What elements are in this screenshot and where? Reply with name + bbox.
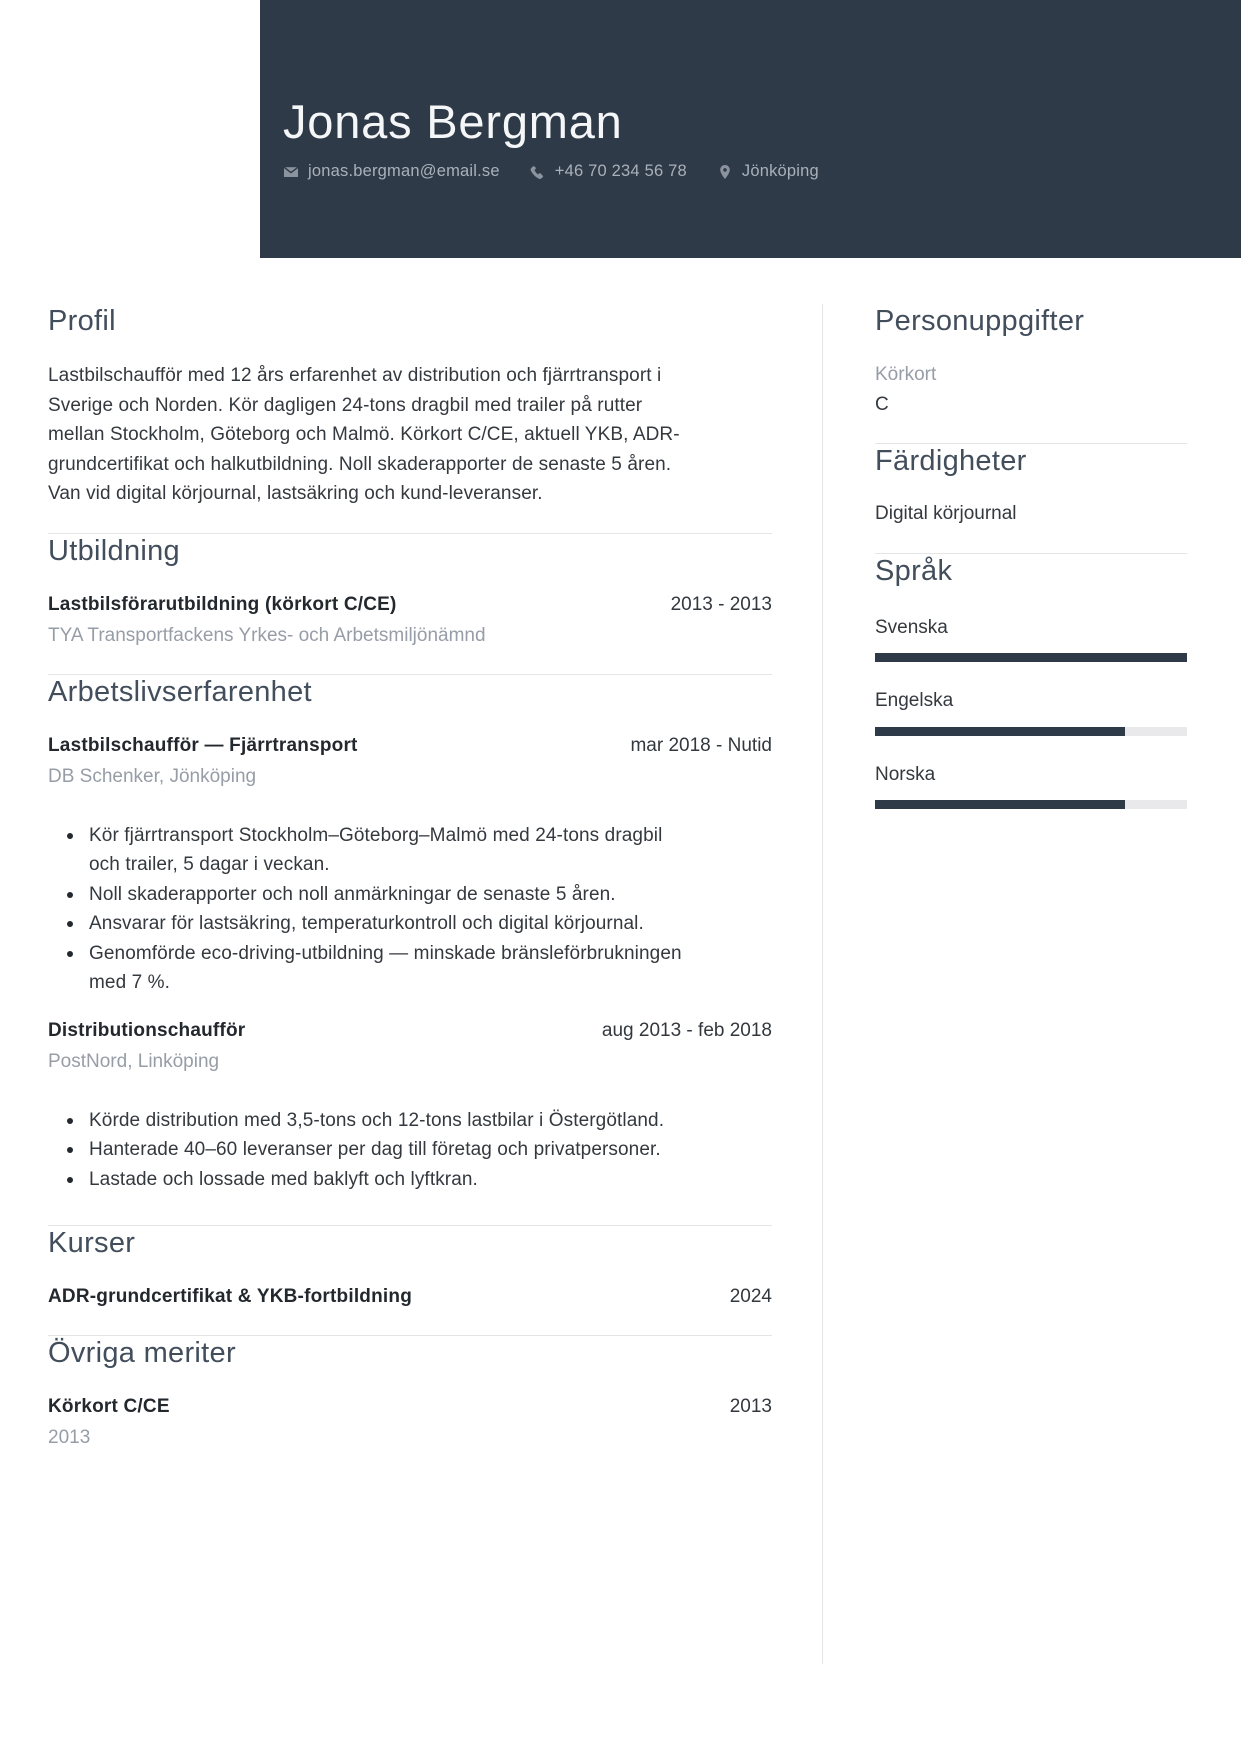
entry-title: Distributionschaufför xyxy=(48,1019,246,1041)
personal-detail-label: Körkort xyxy=(875,364,937,385)
bullet-list xyxy=(65,821,690,998)
section-title-languages: Språk xyxy=(875,554,953,587)
entry-subtitle: DB Schenker, Jönköping xyxy=(48,765,257,787)
contact-email xyxy=(283,162,500,181)
language-item xyxy=(875,613,1187,663)
language-level-bar xyxy=(875,653,1187,662)
experience-entry xyxy=(48,1017,772,1195)
contact-email-text: jonas.bergman@email.se xyxy=(308,162,500,180)
section-title-education: Utbildning xyxy=(48,534,180,567)
personal-detail-value: C xyxy=(875,393,889,415)
phone-icon xyxy=(530,164,546,180)
section-title-other-merits: Övriga meriter xyxy=(48,1337,236,1369)
contact-location-text: Jönköping xyxy=(741,162,819,180)
entry-title: Lastbilschaufför — Fjärrtransport xyxy=(48,734,358,756)
header-band xyxy=(260,0,1241,258)
experience-entry xyxy=(48,732,772,998)
bullet-item: Noll skaderapporter och noll anmärkningar de senaste 5 åren. xyxy=(65,880,690,910)
language-level-bar xyxy=(875,800,1125,809)
section-title-profile: Profil xyxy=(48,305,116,337)
language-name: Svenska xyxy=(875,616,948,638)
section-languages xyxy=(875,554,1187,810)
language-level-track xyxy=(875,800,1187,809)
resume-body xyxy=(0,258,1241,1664)
envelope-icon xyxy=(283,164,299,180)
language-level-track xyxy=(875,653,1187,662)
person-name: Jonas Bergman xyxy=(283,95,623,148)
course-entry xyxy=(48,1283,772,1311)
education-entry xyxy=(48,591,772,650)
entry-dates: 2013 xyxy=(729,1396,772,1417)
entry-subtitle: PostNord, Linköping xyxy=(48,1050,220,1072)
bullet-item: Genomförde eco-driving-utbildning — minskade bränsleförbrukningen med 7 %. xyxy=(65,939,690,998)
language-level-track xyxy=(875,727,1187,736)
profile-text: Lastbilschaufför med 12 års erfarenhet av distribution och fjärrtransport i Sverige och Norden. Kör dagligen 24-tons dragbil med trailer på rutter mellan Stockholm, Göteborg och Malmö. Körkort C/CE, aktuell YKB, ADR-grundcertifikat och halkutbildning. Noll skaderapporter de senaste 5 åren. Van vid digital körjournal, lastsäkring och kund-leveranser. xyxy=(48,365,680,504)
entry-title: ADR-grundcertifikat & YKB-fortbildning xyxy=(48,1286,413,1307)
language-name: Norska xyxy=(875,763,936,785)
contact-location xyxy=(717,162,819,181)
entry-dates: 2024 xyxy=(729,1286,772,1307)
section-other-merits xyxy=(48,1336,772,1452)
section-title-experience: Arbetslivserfarenhet xyxy=(48,675,312,708)
section-skills xyxy=(875,444,1187,554)
bullet-item: Ansvarar för lastsäkring, temperaturkontroll och digital körjournal. xyxy=(65,909,690,939)
entry-dates: aug 2013 - feb 2018 xyxy=(601,1019,772,1041)
entry-subtitle: 2013 xyxy=(48,1427,91,1448)
skill-item: Digital körjournal xyxy=(875,503,1017,524)
entry-dates: mar 2018 - Nutid xyxy=(630,734,772,756)
entry-head xyxy=(48,1393,772,1421)
section-title-skills: Färdigheter xyxy=(875,445,1027,477)
other-merit-entry xyxy=(48,1393,772,1452)
section-experience xyxy=(48,675,772,1227)
section-personal-details xyxy=(875,304,1187,444)
contact-phone xyxy=(530,162,687,181)
bullet-item: Kör fjärrtransport Stockholm–Göteborg–Malmö med 24-tons dragbil och trailer, 5 dagar i veckan. xyxy=(65,821,690,880)
section-education xyxy=(48,534,772,675)
contact-phone-text: +46 70 234 56 78 xyxy=(554,162,687,180)
entry-subtitle: TYA Transportfackens Yrkes- och Arbetsmiljönämnd xyxy=(48,624,486,646)
language-item xyxy=(875,760,1187,810)
section-title-personal-details: Personuppgifter xyxy=(875,305,1085,337)
bullet-item: Lastade och lossade med baklyft och lyftkran. xyxy=(65,1165,690,1195)
section-courses xyxy=(48,1226,772,1336)
entry-head xyxy=(48,1283,772,1311)
language-item xyxy=(875,686,1187,736)
section-title-courses: Kurser xyxy=(48,1227,136,1259)
contact-row xyxy=(283,162,1201,181)
entry-title: Körkort C/CE xyxy=(48,1396,170,1417)
bullet-list xyxy=(65,1106,690,1195)
side-column xyxy=(875,304,1187,1664)
language-level-bar xyxy=(875,727,1125,736)
bullet-item: Hanterade 40–60 leveranser per dag till företag och privatpersoner. xyxy=(65,1135,690,1165)
language-name: Engelska xyxy=(875,690,954,711)
entry-head xyxy=(48,732,772,760)
entry-head xyxy=(48,1017,772,1045)
bullet-item: Körde distribution med 3,5-tons och 12-tons lastbilar i Östergötland. xyxy=(65,1106,690,1136)
column-divider xyxy=(822,304,823,1664)
map-pin-icon xyxy=(717,164,733,180)
entry-title: Lastbilsförarutbildning (körkort C/CE) xyxy=(48,593,397,615)
entry-dates: 2013 - 2013 xyxy=(670,593,772,615)
section-profile xyxy=(48,304,772,534)
entry-head xyxy=(48,591,772,619)
main-column xyxy=(48,304,772,1664)
